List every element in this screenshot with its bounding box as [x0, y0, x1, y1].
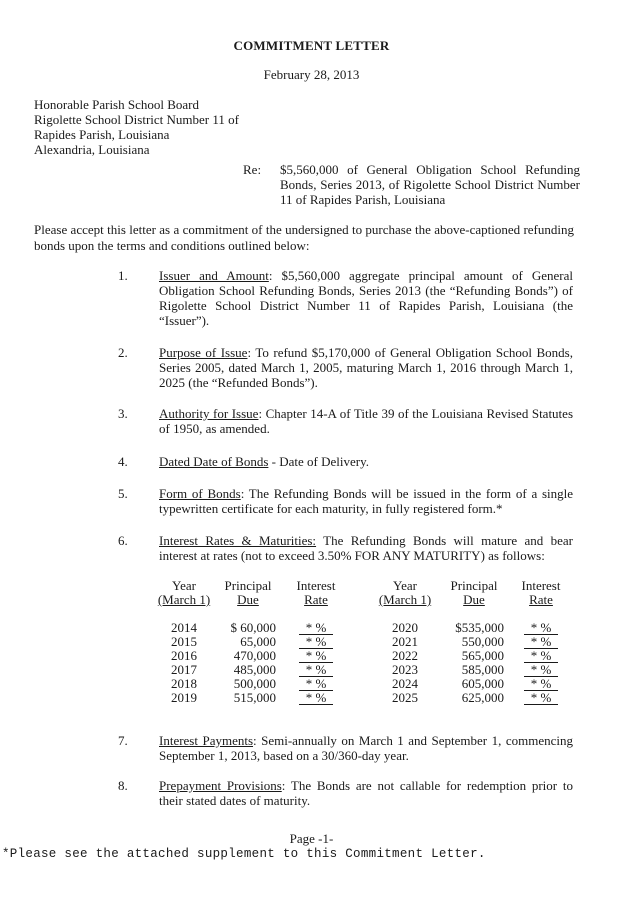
principal-cell: $ 60,000 — [230, 620, 276, 635]
year-cell: 2016 — [171, 648, 197, 663]
interest-header: Interest Rate — [521, 578, 561, 607]
item-8-text — [159, 778, 573, 808]
item-2-text — [159, 345, 573, 390]
addressee-line: Rapides Parish, Louisiana — [34, 127, 170, 142]
item-body: : Chapter 14-A of Title 39 of the Louisiana Revised Statutes of 1950, as amended. — [159, 406, 573, 436]
re-label: Re: — [243, 162, 262, 177]
addressee-line: Alexandria, Louisiana — [34, 142, 150, 157]
maturity-table-left — [152, 579, 352, 705]
year-cell: 2024 — [392, 676, 418, 691]
year-header: Year (March 1) — [157, 578, 211, 607]
principal-cell: 500,000 — [233, 676, 276, 691]
item-heading: Dated Date of Bonds — [159, 454, 269, 469]
item-7-text — [159, 733, 573, 763]
item-heading: Prepayment Provisions — [159, 778, 282, 793]
item-heading: Form of Bonds — [159, 486, 241, 501]
maturity-table-right — [370, 579, 574, 705]
table-row — [152, 621, 352, 635]
item-body: : Semi-annually on March 1 and September 1, commencing September 1, 2013, based on a 30/360-day year. — [159, 733, 573, 763]
rate-cell: * % — [508, 635, 574, 649]
table-row — [370, 691, 574, 705]
table-row — [370, 635, 574, 649]
item-body: : To refund $5,170,000 of General Obligation School Bonds, Series 2005, dated March 1, 2005, maturing March 1, 2016 through March 1, 2025 (the “Refunded Bonds”). — [159, 345, 573, 390]
year-cell: 2014 — [171, 620, 197, 635]
addressee-line: Honorable Parish School Board — [34, 97, 200, 112]
item-body: The Refunding Bonds will mature and bear interest at rates (not to exceed 3.50% FOR ANY MATURITY) as follows: — [159, 533, 574, 563]
item-number: 7. — [118, 733, 128, 748]
item-4-text — [159, 454, 573, 469]
table-row — [152, 677, 352, 691]
rate-cell: * % — [508, 691, 574, 705]
item-1-text — [159, 268, 573, 328]
item-5-text — [159, 486, 573, 516]
re-subject: $5,560,000 of General Obligation School Refunding Bonds, Series 2013, of Rigolette School District Number 11 of Rapides Parish, Louisiana — [280, 162, 580, 207]
principal-cell: 65,000 — [240, 634, 276, 649]
item-number: 8. — [118, 778, 128, 793]
principal-cell: 565,000 — [461, 648, 504, 663]
principal-header: Principal Due — [224, 578, 272, 607]
principal-cell: 470,000 — [233, 648, 276, 663]
year-cell: 2022 — [392, 648, 418, 663]
table-row — [152, 635, 352, 649]
rate-cell: * % — [508, 621, 574, 635]
item-number: 1. — [118, 268, 128, 283]
rate-cell: * % — [508, 677, 574, 691]
item-number: 4. — [118, 454, 128, 469]
item-heading: Issuer and Amount — [159, 268, 269, 283]
item-body: : The Refunding Bonds will be issued in the form of a single typewritten certificate for each maturity, in fully registered form.* — [159, 486, 574, 516]
letter-title: COMMITMENT LETTER — [233, 38, 390, 53]
addressee-line: Rigolette School District Number 11 of — [34, 112, 239, 127]
rate-cell: * % — [280, 677, 352, 691]
rate-cell: * % — [508, 649, 574, 663]
table-row — [152, 663, 352, 677]
year-cell: 2015 — [171, 634, 197, 649]
principal-cell: 515,000 — [233, 690, 276, 705]
item-number: 6. — [118, 533, 128, 548]
principal-cell: 485,000 — [233, 662, 276, 677]
year-cell: 2021 — [392, 634, 418, 649]
item-heading: Interest Rates & Maturities: — [159, 533, 317, 548]
intro-paragraph: Please accept this letter as a commitment of the undersigned to purchase the above-captioned refunding bonds upon the terms and conditions outlined below: — [34, 222, 574, 253]
year-cell: 2018 — [171, 676, 197, 691]
item-body: - Date of Delivery. — [268, 454, 369, 469]
principal-cell: 585,000 — [461, 662, 504, 677]
item-heading: Authority for Issue — [159, 406, 259, 421]
letter-date: February 28, 2013 — [263, 67, 360, 82]
principal-cell: 625,000 — [461, 690, 504, 705]
rate-cell: * % — [280, 635, 352, 649]
page-number: Page -1- — [289, 831, 334, 846]
principal-cell: 550,000 — [461, 634, 504, 649]
rate-cell: * % — [280, 649, 352, 663]
year-cell: 2019 — [171, 690, 197, 705]
item-heading: Interest Payments — [159, 733, 254, 748]
year-cell: 2023 — [392, 662, 418, 677]
item-3-text — [159, 406, 573, 436]
item-body: : The Bonds are not callable for redemption prior to their stated dates of maturity. — [159, 778, 573, 808]
year-cell: 2017 — [171, 662, 197, 677]
principal-cell: $535,000 — [455, 620, 504, 635]
table-row — [370, 663, 574, 677]
principal-header: Principal Due — [450, 578, 498, 607]
interest-header: Interest Rate — [296, 578, 336, 607]
year-header: Year (March 1) — [378, 578, 432, 607]
rate-cell: * % — [280, 663, 352, 677]
addressee-block — [34, 97, 239, 157]
principal-cell: 605,000 — [461, 676, 504, 691]
supplement-footnote: *Please see the attached supplement to this Commitment Letter. — [2, 847, 486, 861]
table-header-row — [152, 579, 352, 607]
table-row — [370, 677, 574, 691]
rate-cell: * % — [280, 691, 352, 705]
table-header-row — [370, 579, 574, 607]
rate-cell: * % — [508, 663, 574, 677]
year-cell: 2020 — [392, 620, 418, 635]
rate-cell: * % — [280, 621, 352, 635]
item-heading: Purpose of Issue — [159, 345, 248, 360]
item-number: 3. — [118, 406, 128, 421]
item-number: 5. — [118, 486, 128, 501]
table-row — [370, 621, 574, 635]
item-number: 2. — [118, 345, 128, 360]
table-row — [152, 649, 352, 663]
year-cell: 2025 — [392, 690, 418, 705]
item-body: : $5,560,000 aggregate principal amount of General Obligation School Refunding Bonds, Series 2013 (the “Refunding Bonds”) of Rigolette School District Number 11 of Rapides Parish, Louisiana (the “Issuer”). — [159, 268, 573, 328]
table-row — [152, 691, 352, 705]
item-6-text — [159, 533, 573, 563]
table-row — [370, 649, 574, 663]
